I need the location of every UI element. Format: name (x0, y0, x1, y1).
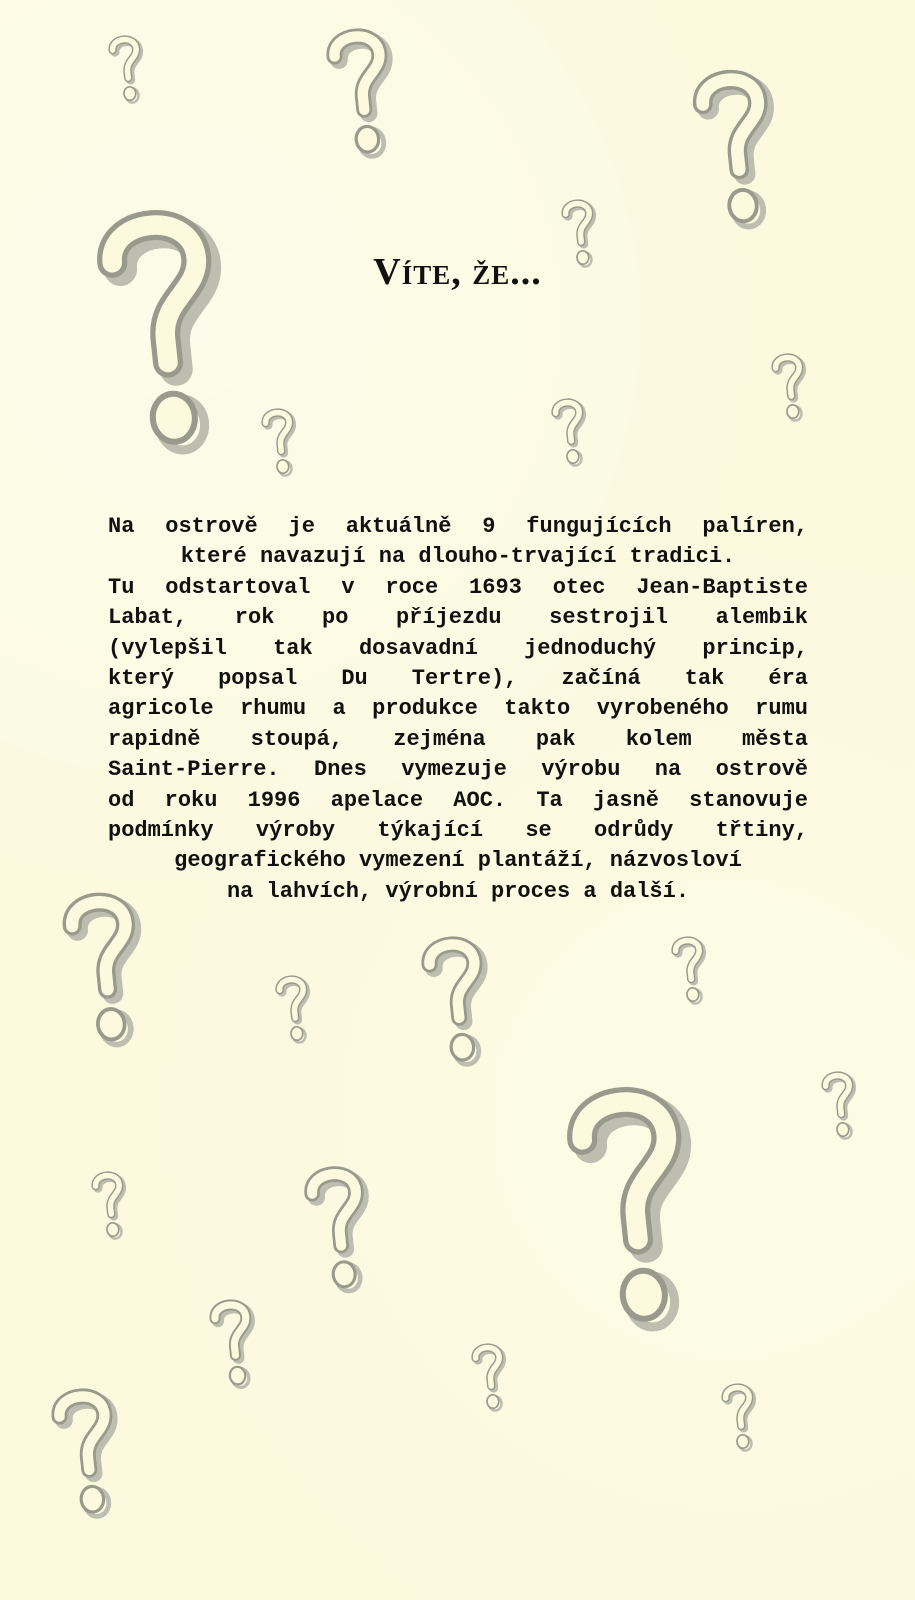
question-mark-icon (298, 1160, 376, 1312)
paragraph-line: Na ostrově je aktuálně 9 fungujících palíren, (108, 514, 808, 539)
paragraph-line: který popsal Du Tertre), začíná tak éra (108, 665, 808, 691)
question-mark-icon (415, 930, 495, 1086)
question-mark-icon (320, 22, 400, 178)
paragraph-line: geografického vymezení plantáží, názvosloví (174, 848, 742, 874)
question-mark-icon (85, 198, 235, 491)
paragraph-line: které navazují na dlouho-trvající tradici. (180, 544, 736, 570)
paragraph-line: (vylepšil tak dosavadní jednoduchý princip, (108, 635, 808, 661)
question-mark-icon (55, 885, 150, 1070)
info-paragraph (108, 512, 808, 907)
question-mark-icon (818, 1068, 860, 1150)
paragraph-line: na lahvích, výrobní proces a další. (226, 878, 690, 904)
paragraph-line: rapidně stoupá, zejména pak kolem města (108, 726, 808, 752)
question-mark-icon (548, 395, 590, 477)
page-title: Víte, že... (373, 251, 542, 293)
question-mark-icon (105, 32, 147, 114)
question-mark-icon (468, 1340, 510, 1422)
question-mark-icon (272, 972, 314, 1054)
paragraph-line: podmínky výroby týkající se odrůdy třtiny, (108, 817, 808, 843)
question-mark-icon (685, 62, 783, 253)
paragraph-line: Tu odstartoval v roce 1693 otec Jean-Baptiste (108, 574, 808, 600)
question-mark-icon (555, 1075, 705, 1368)
paragraph-line: Saint-Pierre. Dnes vymezuje výrobu na ostrově (108, 757, 808, 783)
paragraph-line: agricole rhumu a produkce takto vyrobeného rumu (108, 696, 808, 722)
question-mark-icon (668, 933, 710, 1015)
paragraph-line: od roku 1996 apelace AOC. Ta jasně stanovuje (108, 787, 808, 813)
question-mark-icon (258, 405, 300, 487)
question-mark-icon (768, 350, 810, 432)
question-mark-icon (45, 1382, 125, 1538)
question-mark-icon (205, 1295, 260, 1402)
question-mark-icon (88, 1168, 130, 1250)
question-mark-icon (718, 1380, 760, 1462)
paragraph-line: Labat, rok po příjezdu sestrojil alembik (108, 605, 808, 631)
